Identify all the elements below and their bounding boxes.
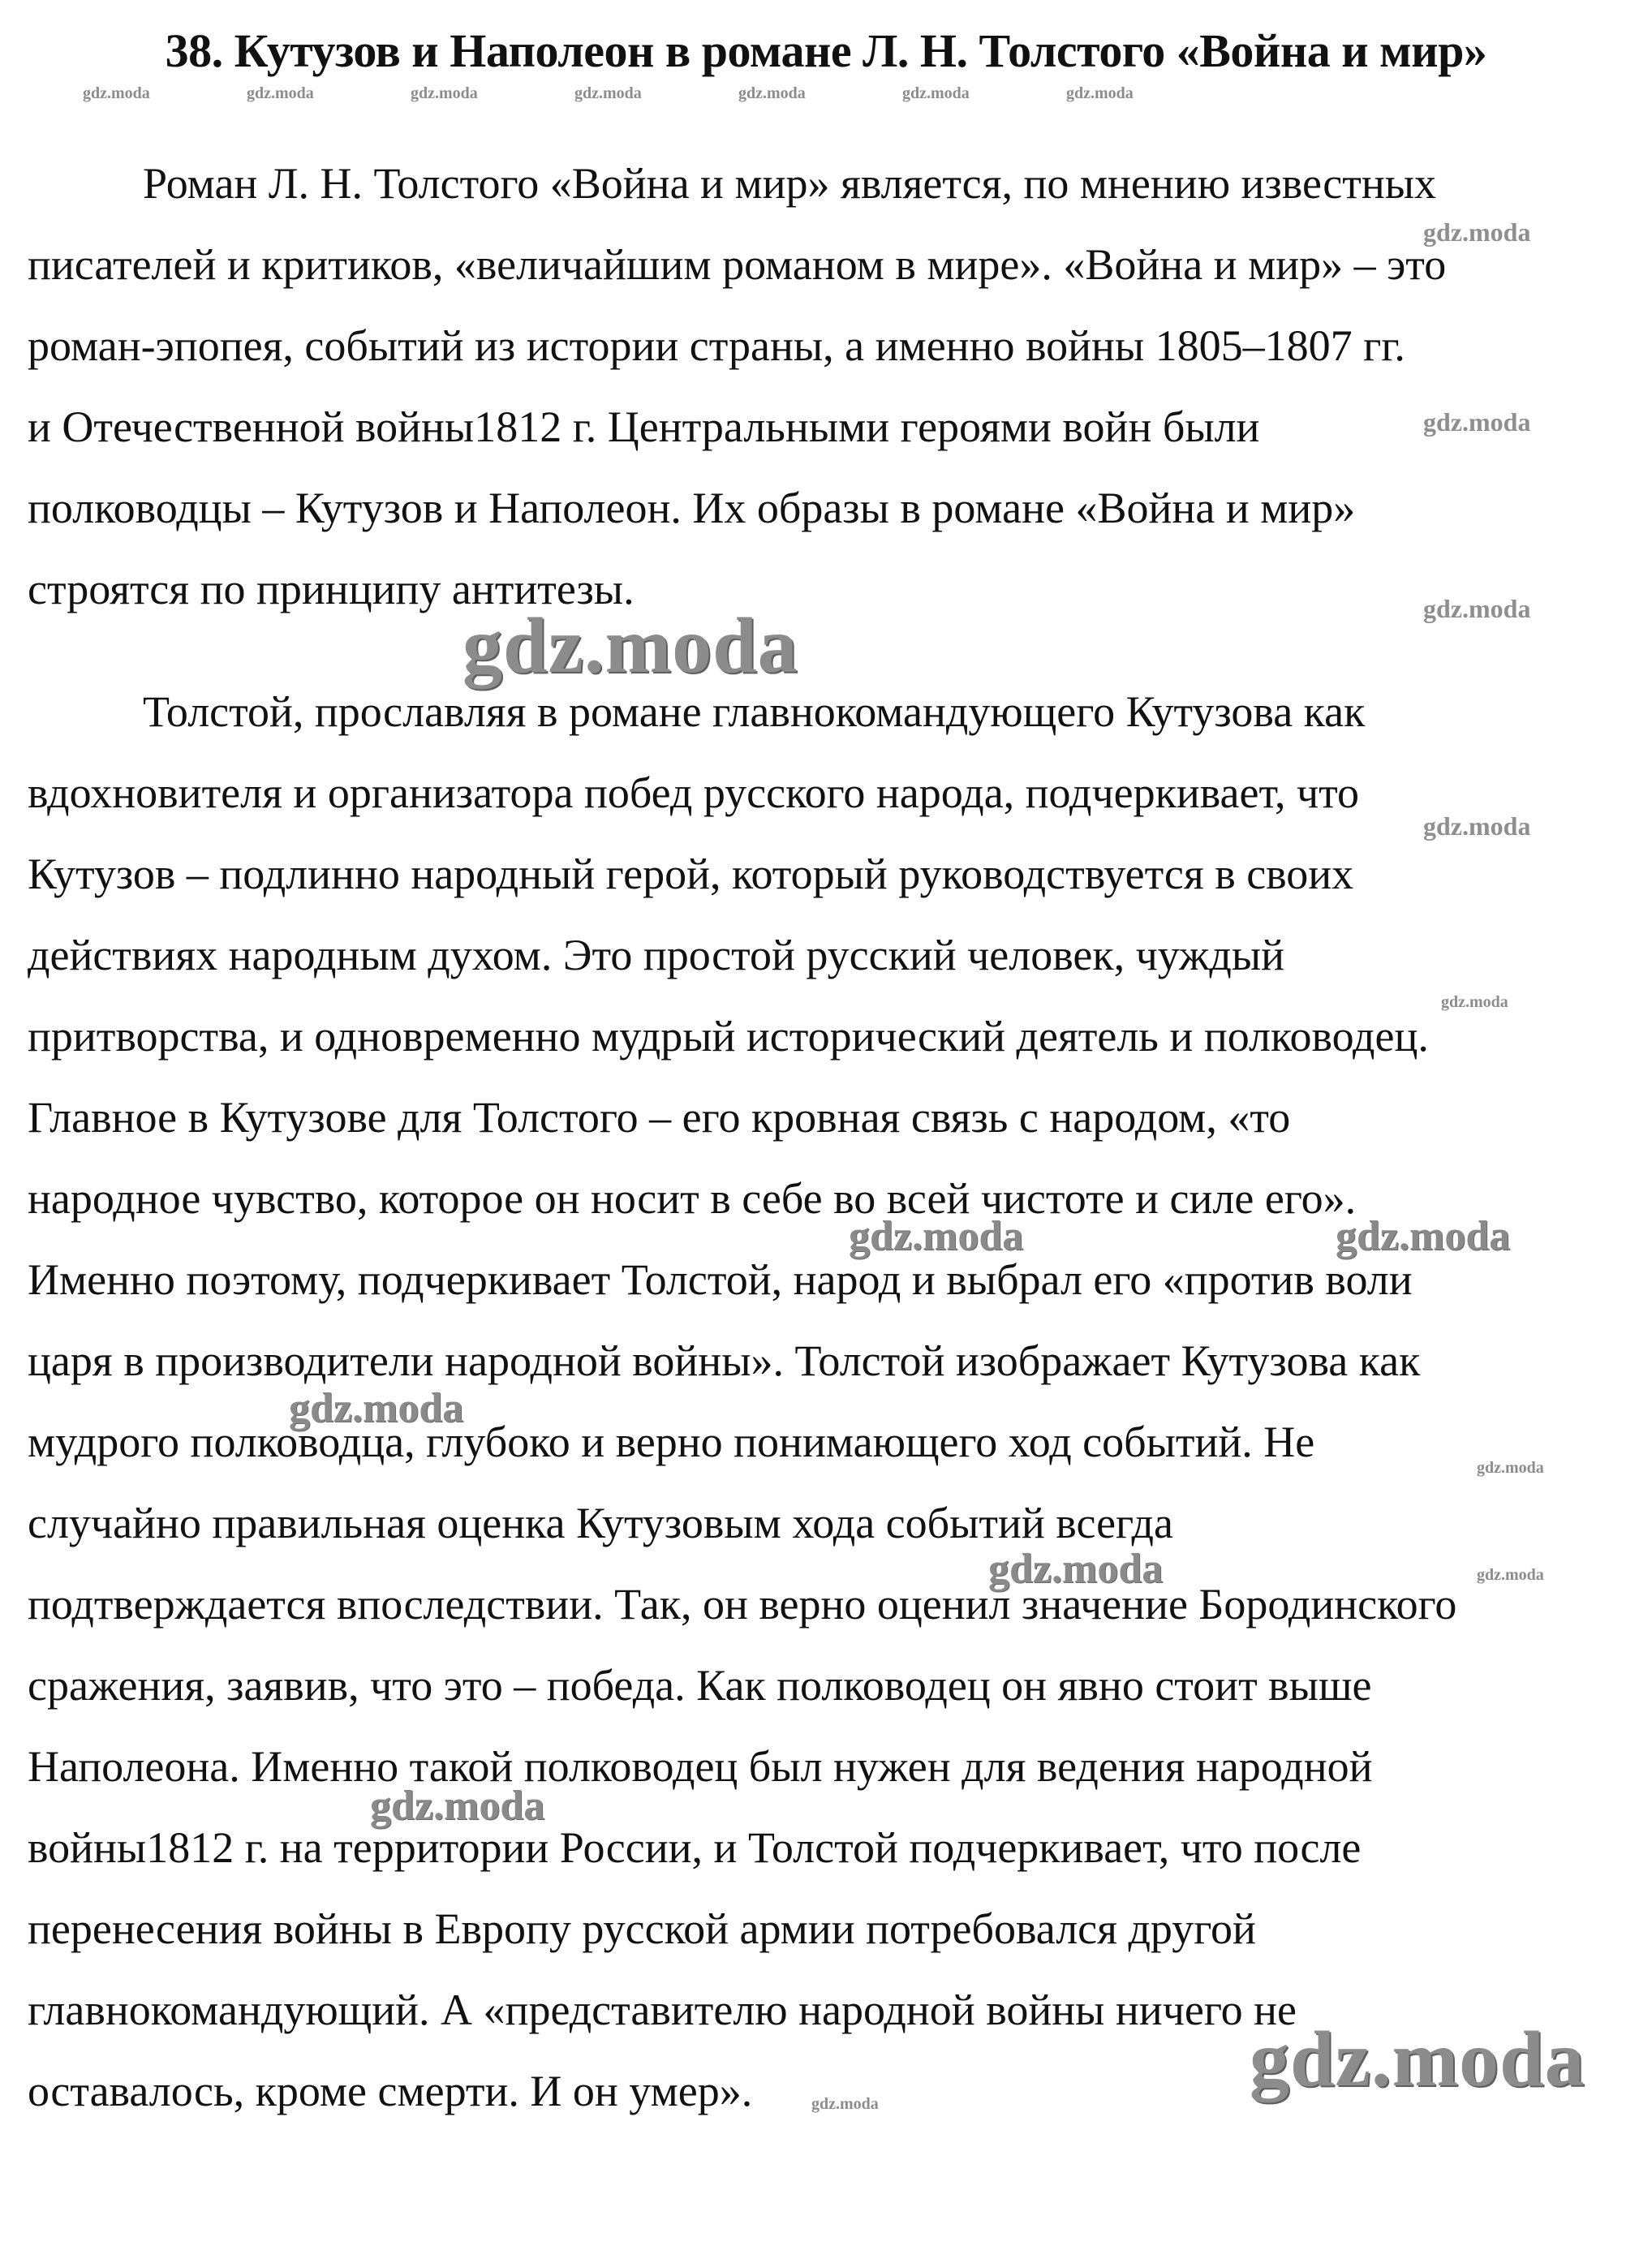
text-line-23: главнокомандующий. А «представителю народной войны ничего не xyxy=(28,1986,1297,2034)
watermark: gdz.moda xyxy=(1336,1213,1511,1259)
watermark: gdz.moda xyxy=(370,1783,545,1829)
text-line-22: перенесения войны в Европу русской армии потребовался другой xyxy=(28,1904,1256,1953)
watermark: gdz.moda xyxy=(574,84,642,102)
watermark: gdz.moda xyxy=(811,2095,879,2113)
text-line-18: подтверждается впоследствии. Так, он верно оценил значение Бородинского xyxy=(28,1580,1457,1629)
text-line-16: мудрого полководца, глубоко и верно понимающего ход событий. Не xyxy=(28,1418,1315,1466)
watermark: gdz.moda xyxy=(1250,2016,1585,2103)
text-line-14: Именно поэтому, подчеркивает Толстой, народ и выбрал его «против воли xyxy=(28,1255,1413,1304)
watermark: gdz.moda xyxy=(462,602,798,690)
watermark: gdz.moda xyxy=(902,84,970,102)
text-line-9: Кутузов – подлинно народный герой, который руководствуется в своих xyxy=(28,850,1354,898)
text-line-15: царя в производители народной войны». Толстой изображает Кутузова как xyxy=(28,1336,1421,1385)
watermark: gdz.moda xyxy=(411,84,478,102)
text-line-19: сражения, заявив, что это – победа. Как полководец он явно стоит выше xyxy=(28,1661,1372,1710)
watermark: gdz.moda xyxy=(1423,594,1531,623)
page-title: 38. Кутузов и Наполеон в романе Л. Н. Толстого «Война и мир» xyxy=(165,24,1487,77)
text-line-17: случайно правильная оценка Кутузовым хода событий всегда xyxy=(28,1499,1173,1547)
text-line-24: оставалось, кроме смерти. И он умер». xyxy=(28,2067,753,2115)
text-line-6: строятся по принципу антитезы. xyxy=(28,565,635,613)
text-line-1: Роман Л. Н. Толстого «Война и мир» является, по мнению известных xyxy=(143,159,1437,208)
watermark: gdz.moda xyxy=(83,84,150,102)
text-line-12: Главное в Кутузове для Толстого – его кровная связь с народом, «то xyxy=(28,1093,1291,1142)
watermark: gdz.moda xyxy=(1477,1459,1544,1477)
text-line-4: и Отечественной войны1812 г. Центральными героями войн были xyxy=(28,402,1260,451)
text-line-8: вдохновителя и организатора побед русского народа, подчеркивает, что xyxy=(28,768,1360,817)
watermark: gdz.moda xyxy=(289,1385,464,1431)
text-line-7: Толстой, прославляя в романе главнокомандующего Кутузова как xyxy=(143,687,1366,736)
watermark: gdz.moda xyxy=(849,1213,1024,1259)
text-line-2: писателей и критиков, «величайшим романом в мире». «Война и мир» – это xyxy=(28,240,1447,289)
watermark: gdz.moda xyxy=(738,84,806,102)
watermark: gdz.moda xyxy=(247,84,314,102)
watermark: gdz.moda xyxy=(1441,993,1508,1011)
text-line-10: действиях народным духом. Это простой русский человек, чуждый xyxy=(28,931,1284,979)
watermark: gdz.moda xyxy=(1423,811,1531,841)
watermark: gdz.moda xyxy=(1066,84,1134,102)
text-line-3: роман-эпопея, событий из истории страны, а именно войны 1805–1807 гг. xyxy=(28,321,1405,370)
text-line-20: Наполеона. Именно такой полководец был нужен для ведения народной xyxy=(28,1742,1373,1791)
watermark: gdz.moda xyxy=(1423,217,1531,247)
watermark: gdz.moda xyxy=(1477,1566,1544,1584)
text-line-11: притворства, и одновременно мудрый исторический деятель и полководец. xyxy=(28,1012,1429,1061)
watermark: gdz.moda xyxy=(988,1546,1164,1592)
watermark: gdz.moda xyxy=(1423,407,1531,437)
text-line-5: полководцы – Кутузов и Наполеон. Их образы в романе «Война и мир» xyxy=(28,484,1356,532)
text-line-13: народное чувство, которое он носит в себе во всей чистоте и силе его». xyxy=(28,1174,1357,1223)
text-line-21: войны1812 г. на территории России, и Толстой подчеркивает, что после xyxy=(28,1823,1362,1872)
